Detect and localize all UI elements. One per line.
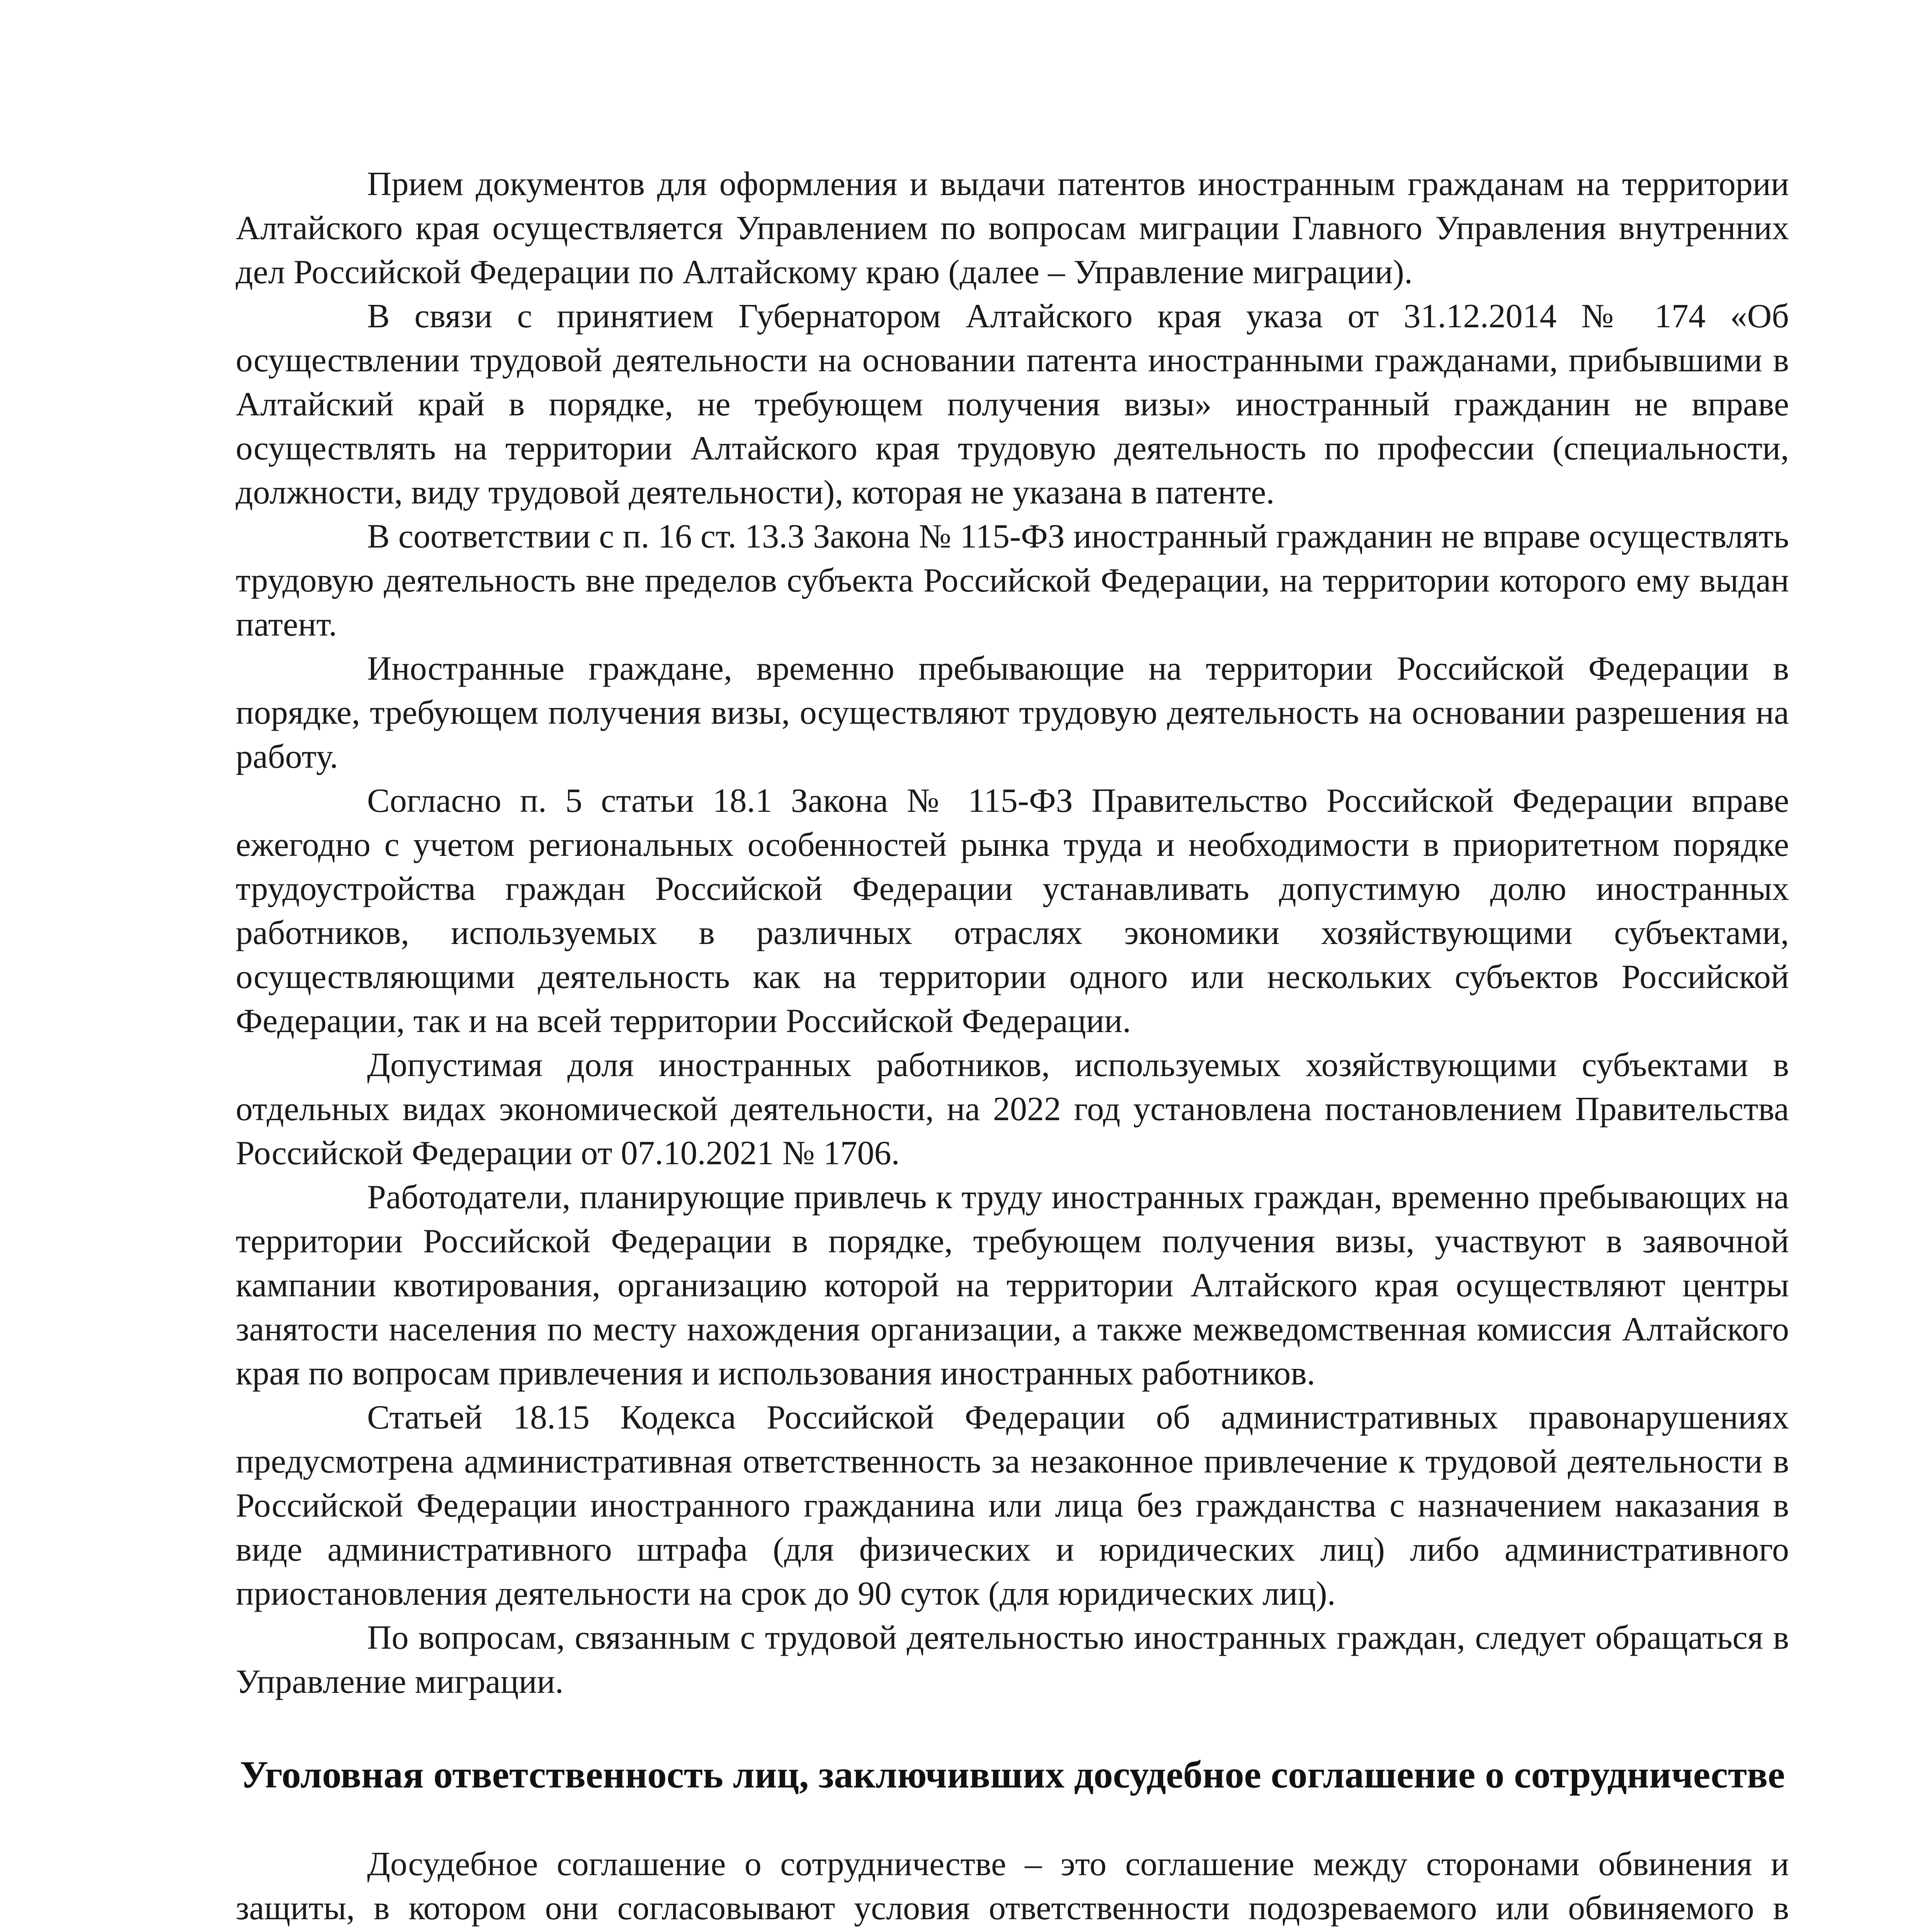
paragraph: В соответствии с п. 16 ст. 13.3 Закона № 115-ФЗ иностранный гражданин не вправе осуществлять трудовую деятельность вне пределов субъекта Российской Федерации, на территории которого ему выдан патент. (236, 518, 1789, 643)
paragraph: Допустимая доля иностранных работников, используемых хозяйствующими субъектами в отдельных видах экономической деятельности, на 2022 год установлена постановлением Правительства Российской Федерации от 07.10.2021 № 1706. (236, 1046, 1789, 1172)
paragraph: Досудебное соглашение о сотрудничестве – это соглашение между сторонами обвинения и защиты, в котором они согласовывают условия ответственности подозреваемого или обвиняемого в (236, 1845, 1789, 1927)
paragraph: Иностранные граждане, временно пребывающие на территории Российской Федерации в порядке, требующем получения визы, осуществляют трудовую деятельность на основании разрешения на работу. (236, 650, 1789, 776)
section-heading: Уголовная ответственность лиц, заключивших досудебное соглашение о сотрудничестве (240, 1753, 1785, 1796)
paragraph: В связи с принятием Губернатором Алтайского края указа от 31.12.2014 № 174 «Об осуществлении трудовой деятельности на основании патента иностранными гражданами, прибывшими в Алтайский край в порядке, не требующем получения визы» иностранный гражданин не вправе осуществлять на территории Алтайского края трудовую деятельность по профессии (специальности, должности, виду трудовой деятельности), которая не указана в патенте. (236, 298, 1789, 511)
paragraph: Статьей 18.15 Кодекса Российской Федерации об административных правонарушениях предусмотрена административная ответственность за незаконное привлечение к трудовой деятельности в Российской Федерации иностранного гражданина или лица без гражданства с назначением наказания в виде административного штрафа (для физических и юридических лиц) либо административного приостановления деятельности на срок до 90 суток (для юридических лиц). (236, 1399, 1789, 1612)
paragraph: Прием документов для оформления и выдачи патентов иностранным гражданам на территории Алтайского края осуществляется Управлением по вопросам миграции Главного Управления внутренних дел Российской Федерации по Алтайскому краю (далее – Управление миграции). (236, 165, 1789, 291)
document-body (236, 162, 1789, 1932)
paragraph: По вопросам, связанным с трудовой деятельностью иностранных граждан, следует обращаться в Управление миграции. (236, 1619, 1789, 1701)
paragraph: Согласно п. 5 статьи 18.1 Закона № 115-ФЗ Правительство Российской Федерации вправе ежегодно с учетом региональных особенностей рынка труда и необходимости в приоритетном порядке трудоустройства граждан Российской Федерации устанавливать допустимую долю иностранных работников, используемых в различных отраслях экономики хозяйствующими субъектами, осуществляющими деятельность как на территории одного или нескольких субъектов Российской Федерации, так и на всей территории Российской Федерации. (236, 782, 1789, 1040)
paragraph: Работодатели, планирующие привлечь к труду иностранных граждан, временно пребывающих на территории Российской Федерации в порядке, требующем получения визы, участвуют в заявочной кампании квотирования, организацию которой на территории Алтайского края осуществляют центры занятости населения по месту нахождения организации, а также межведомственная комиссия Алтайского края по вопросам привлечения и использования иностранных работников. (236, 1179, 1789, 1392)
